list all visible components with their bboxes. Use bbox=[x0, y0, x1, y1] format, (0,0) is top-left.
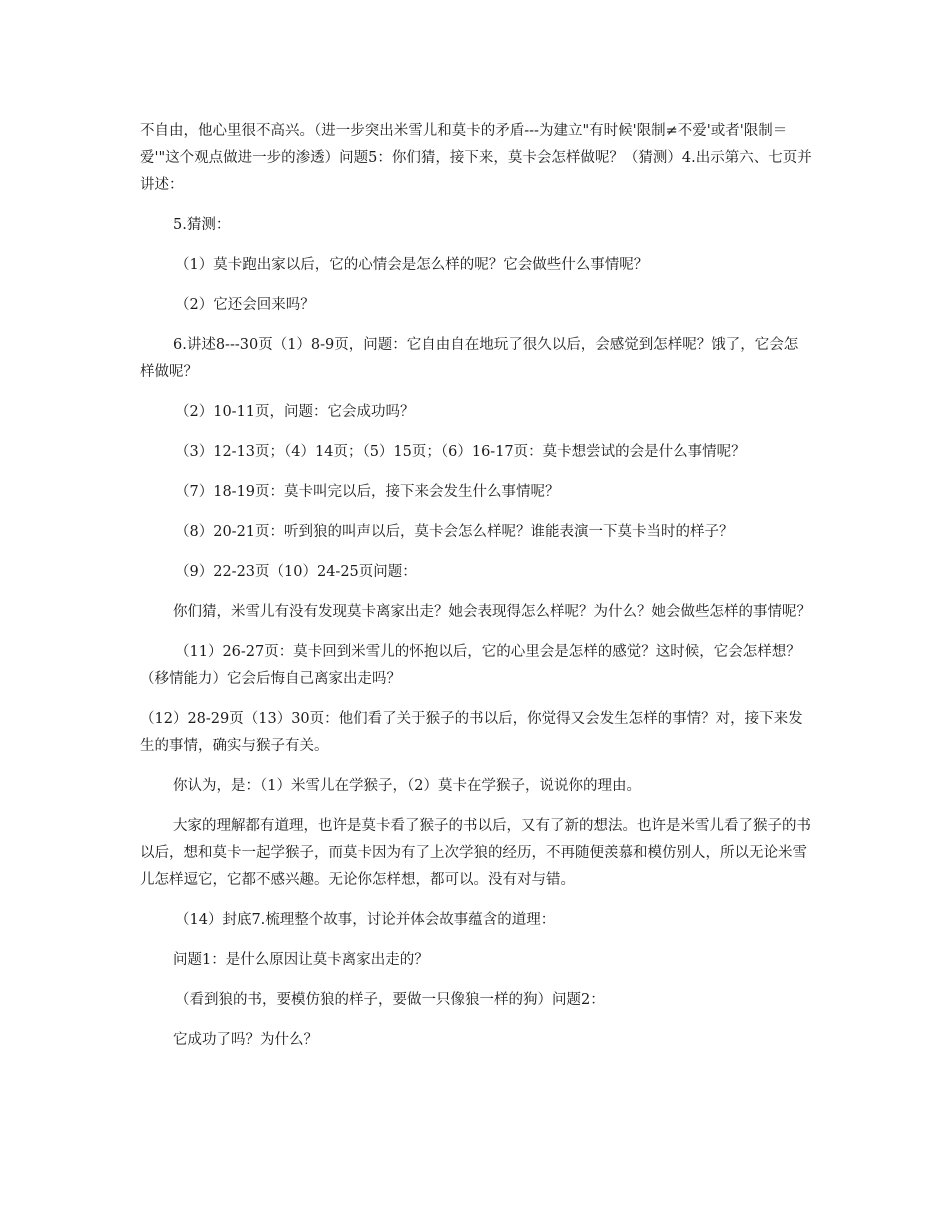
paragraph-16: （14）封底7.梳理整个故事，讨论并体会故事蕴含的道理： bbox=[175, 912, 556, 928]
paragraph-1: 不自由，他心里很不高兴。（进一步突出米雪儿和莫卡的矛盾---为建立"有时候'限制≠不爱'或者'限制＝爱'"这个观点做进一步的渗透）问题5：你们猜，接下来，莫卡会怎样做呢？（猜测）4.出示第六、七页并讲述： bbox=[140, 123, 812, 193]
paragraph-8: （7）18-19页：莫卡叫完以后，接下来会发生什么事情呢？ bbox=[175, 484, 560, 500]
document-body bbox=[140, 118, 812, 1067]
paragraph-18: （看到狼的书，要模仿狼的样子，要做一只像狼一样的狗）问题2： bbox=[175, 992, 605, 1008]
paragraph-5: 6.讲述8---30页（1）8-9页，问题：它自由自在地玩了很久以后，会感觉到怎样呢？饿了，它会怎样做呢？ bbox=[140, 337, 799, 380]
paragraph-11: 你们猜，米雪儿有没有发现莫卡离家出走？她会表现得怎么样呢？为什么？她会做些怎样的事情呢？ bbox=[173, 604, 811, 620]
paragraph-12: （11）26-27页：莫卡回到米雪儿的怀抱以后，它的心里会是怎样的感觉？这时候，它会怎样想？（移情能力）它会后悔自己离家出走吗？ bbox=[140, 644, 801, 687]
paragraph-4: （2）它还会回来吗？ bbox=[175, 297, 315, 313]
paragraph-17: 问题1：是什么原因让莫卡离家出走的？ bbox=[173, 952, 429, 968]
paragraph-13: （12）28-29页（13）30页：他们看了关于猴子的书以后，你觉得又会发生怎样的事情？对，接下来发生的事情，确实与猴子有关。 bbox=[140, 711, 803, 754]
paragraph-6: （2）10-11页，问题：它会成功吗？ bbox=[175, 404, 415, 420]
paragraph-10: （9）22-23页（10）24-25页问题： bbox=[175, 564, 417, 580]
paragraph-15: 大家的理解都有道理，也许是莫卡看了猴子的书以后，又有了新的想法。也许是米雪儿看了猴子的书以后，想和莫卡一起学猴子，而莫卡因为有了上次学狼的经历，不再随便羡慕和模仿别人，所以无论米雪儿怎样逗它，它都不感兴趣。无论你怎样想，都可以。没有对与错。 bbox=[140, 818, 811, 888]
paragraph-3: （1）莫卡跑出家以后，它的心情会是怎么样的呢？它会做些什么事情呢？ bbox=[175, 257, 649, 273]
paragraph-2: 5.猜测： bbox=[173, 217, 231, 233]
paragraph-19: 它成功了吗？为什么？ bbox=[173, 1032, 318, 1048]
paragraph-14: 你认为，是：（1）米雪儿在学猴子，（2）莫卡在学猴子，说说你的理由。 bbox=[173, 778, 641, 794]
paragraph-9: （8）20-21页：听到狼的叫声以后，莫卡会怎么样呢？谁能表演一下莫卡当时的样子？ bbox=[175, 524, 734, 540]
paragraph-7: （3）12-13页；（4）14页；（5）15页；（6）16-17页：莫卡想尝试的会是什么事情呢？ bbox=[175, 444, 746, 460]
